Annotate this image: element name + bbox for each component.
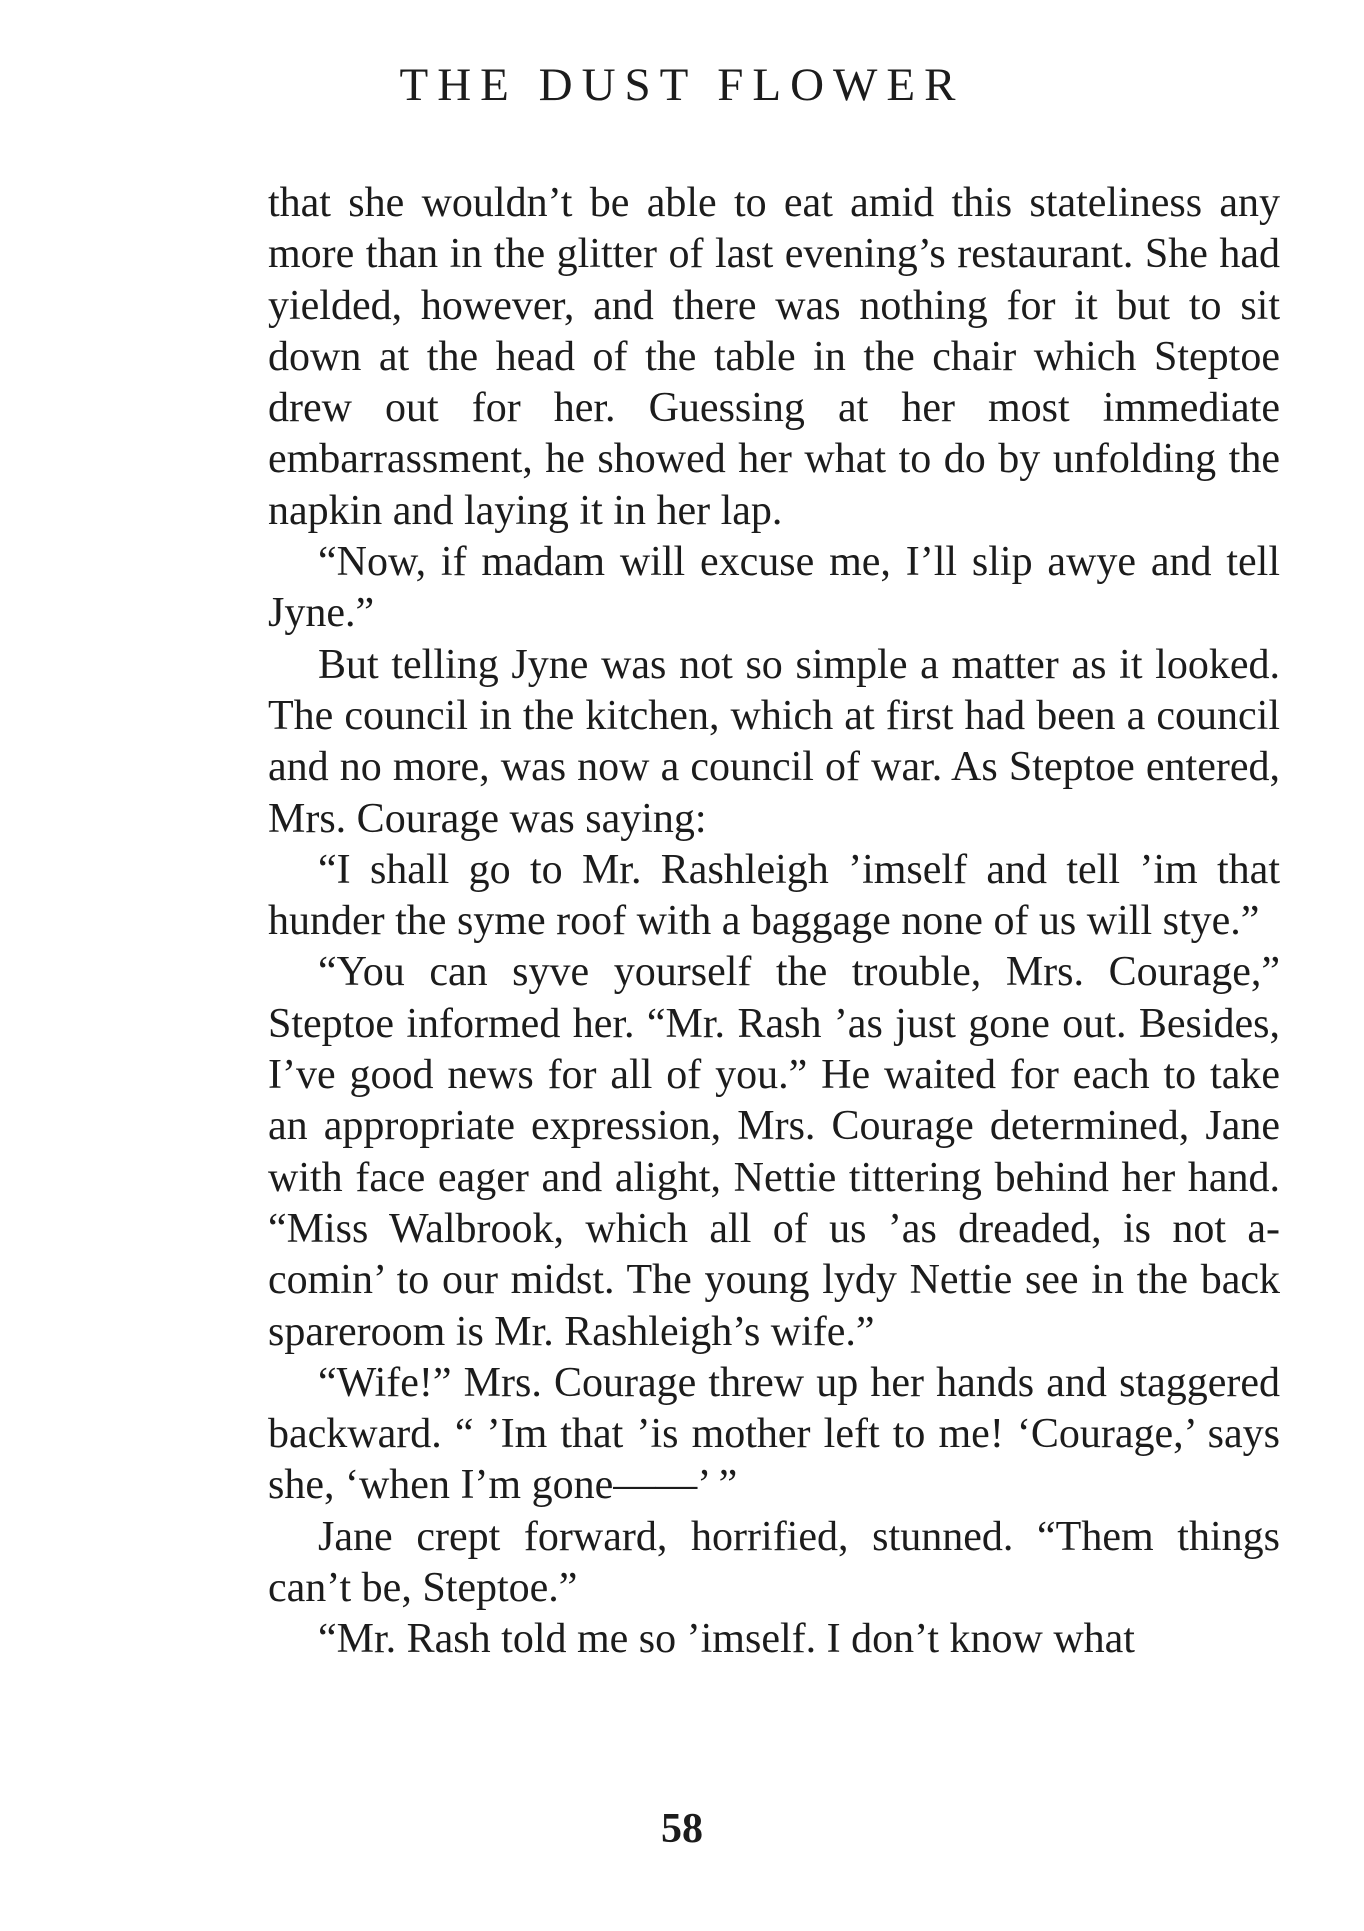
- paragraph: But telling Jyne was not so simple a matter as it looked. The council in the kitchen, which at first had been a council and no more, was now a council of war. As Steptoe entered, Mrs. Courage was saying:: [268, 641, 1280, 842]
- paragraph: “Wife!” Mrs. Courage threw up her hands and staggered backward. “ ’Im that ’is mother left to me! ‘Courage,’ says she, ‘when I’m gone——’ ”: [268, 1359, 1280, 1509]
- page-number: 58: [661, 1806, 703, 1852]
- body-text: [268, 178, 1280, 1666]
- paragraph: Jane crept forward, horrified, stunned. “Them things can’t be, Steptoe.”: [268, 1513, 1280, 1612]
- paragraph: “You can syve yourself the trouble, Mrs. Courage,” Steptoe informed her. “Mr. Rash ’as just gone out. Besides, I’ve good news for all of you.” He waited for each to take an appropriate expression, Mrs. Courage determined, Jane with face eager and alight, Nettie tittering behind her hand. “Miss Walbrook, which all of us ’as dreaded, is not a-comin’ to our midst. The young lydy Nettie see in the back spareroom is Mr. Rashleigh’s wife.”: [268, 949, 1280, 1355]
- paragraph: “I shall go to Mr. Rashleigh ’imself and tell ’im that hunder the syme roof with a baggage none of us will stye.”: [268, 846, 1280, 945]
- paragraph: that she wouldn’t be able to eat amid this stateliness any more than in the glitter of last evening’s restaurant. She had yielded, however, and there was nothing for it but to sit down at the head of the table in the chair which Steptoe drew out for her. Guessing at her most immediate embarrassment, he showed her what to do by unfolding the napkin and laying it in her lap.: [268, 180, 1280, 534]
- paragraph: “Mr. Rash told me so ’imself. I don’t know what: [318, 1616, 1135, 1663]
- paragraph: “Now, if madam will excuse me, I’ll slip awye and tell Jyne.”: [268, 539, 1280, 637]
- running-title: THE DUST FLOWER: [399, 59, 965, 111]
